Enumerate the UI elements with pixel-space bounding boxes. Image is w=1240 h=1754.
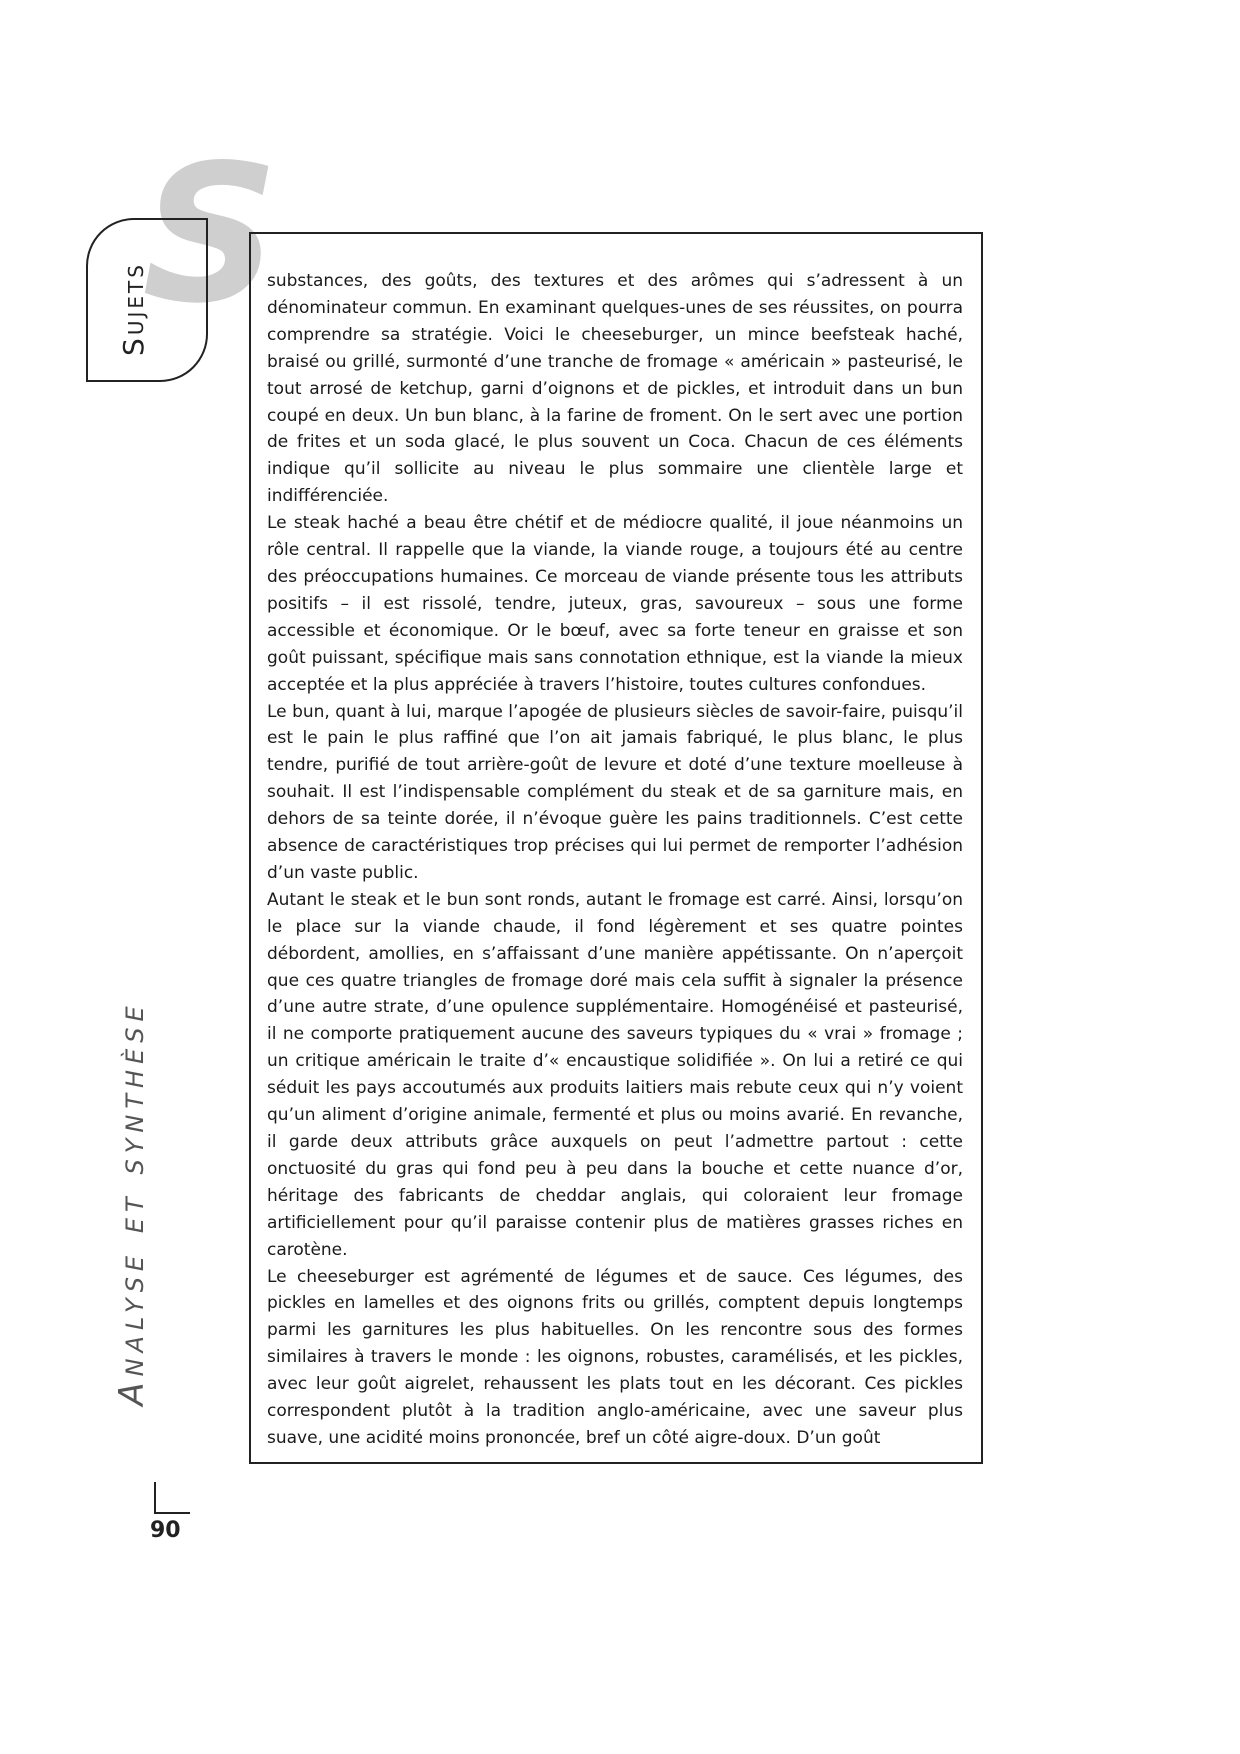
section-initial-letter: S — [142, 124, 279, 345]
paragraph: Le steak haché a beau être chétif et de médiocre qualité, il joue néanmoins un rôle central. Il rappelle que la viande, la viande rouge, a toujours été au centre des préoccupations humaines. Ce morceau de viande présente tous les attributs positifs – il est rissolé, tendre, juteux, gras, savoureux – sous une forme accessible et économique. Or le bœuf, avec sa forte teneur en graisse et son goût puissant, spécifique mais sans connotation ethnique, est la viande la mieux acceptée et la plus appréciée à travers l’histoire, toutes cultures confondues. — [267, 513, 963, 695]
text-frame — [249, 232, 983, 1464]
folio-corner-mark — [154, 1482, 190, 1514]
paragraph: Le cheeseburger est agrémenté de légumes et de sauce. Ces légumes, des pickles en lamelles et des oignons frits ou grillés, comptent depuis longtemps parmi les garnitures les plus habituelles. On les rencontre sous des formes similaires à travers le monde : les oignons, robustes, caramélisés, et les pickles, avec leur goût aigrelet, rehaussent les plats tout en les décorant. Ces pickles correspondent plutôt à la tradition anglo-américaine, avec une saveur plus suave, une acidité moins prononcée, bref un côté aigre-doux. D’un goût — [267, 1266, 963, 1448]
article-body — [267, 268, 963, 1452]
paragraph: substances, des goûts, des textures et des arômes qui s’adressent à un dénominateur commun. En examinant quelques-unes de ses réussites, on pourra comprendre sa stratégie. Voici le cheeseburger, un mince beefsteak haché, braisé ou grillé, surmonté d’une tranche de fromage « américain » pasteurisé, le tout arrosé de ketchup, garni d’oignons et de pickles, et introduit dans un bun coupé en deux. Un bun blanc, à la farine de froment. On le sert avec une portion de frites et un soda glacé, le plus souvent un Coca. Chacun de ces éléments indique qu’il sollicite au niveau le plus sommaire une clientèle large et indifférenciée. — [267, 271, 963, 507]
section-tab-label: Sujets — [117, 262, 150, 356]
page-number: 90 — [150, 1518, 181, 1543]
chapter-title: Analyse et synthèse — [112, 1000, 152, 1406]
paragraph: Autant le steak et le bun sont ronds, autant le fromage est carré. Ainsi, lorsqu’on le place sur la viande chaude, il fond légèrement et ses quatre pointes débordent, amollies, en s’affaissant d’une manière appétissante. On n’aperçoit que ces quatre triangles de fromage doré mais cela suffit à signaler la présence d’une autre strate, d’une opulence supplémentaire. Homogénéisé et pasteurisé, il ne comporte pratiquement aucune des saveurs typiques du « vrai » fromage ; un critique américain le traite d’« encaustique solidifiée ». On lui a retiré ce qui séduit les pays accoutumés aux produits laitiers mais rebute ceux qui n’y voient qu’un aliment d’origine animale, fermenté et plus ou moins avarié. En revanche, il garde deux attributs grâce auxquels on peut l’admettre partout : cette onctuosité du gras qui fond peu à peu dans la bouche et cette nuance d’or, héritage des fabricants de cheddar anglais, qui coloraient leur fromage artificiellement pour qu’il paraisse contenir plus de matières grasses riches en carotène. — [267, 889, 963, 1260]
paragraph: Le bun, quant à lui, marque l’apogée de plusieurs siècles de savoir-faire, puisqu’il est le pain le plus raffiné que l’on ait jamais fabriqué, le plus blanc, le plus tendre, purifié de tout arrière-goût de levure et doté d’une texture moelleuse à souhait. Il est l’indispensable complément du steak et de sa garniture mais, en dehors de sa teinte dorée, il n’évoque guère les pains traditionnels. C’est cette absence de caractéristiques trop précises qui lui permet de remporter l’adhésion d’un vaste public. — [267, 701, 963, 883]
